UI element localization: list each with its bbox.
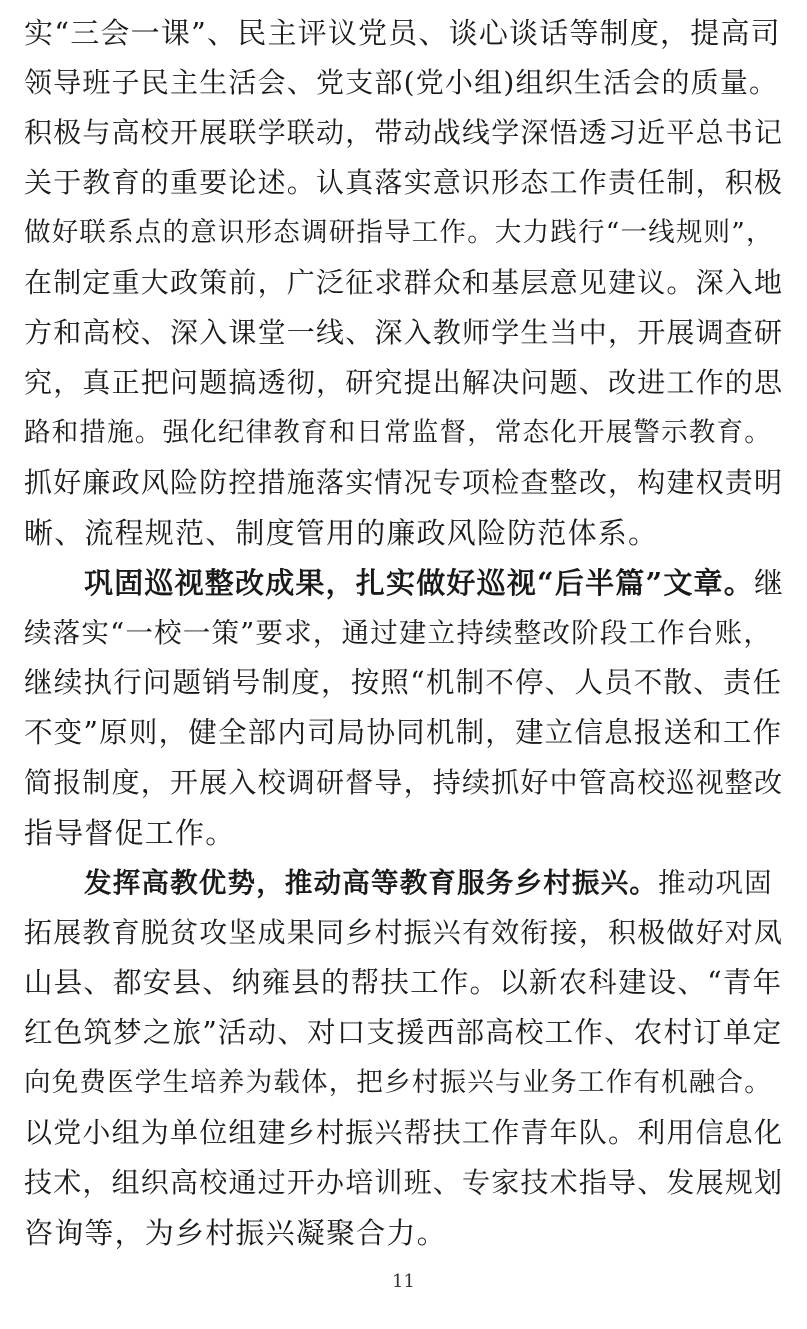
body-text-line: 在制定重大政策前，广泛征求群众和基层意见建议。深入地 [24, 266, 784, 299]
body-text-line: 抓好廉政风险防控措施落实情况专项检查整改，构建权责明 [24, 466, 784, 499]
page-number: 11 [392, 1271, 415, 1292]
body-text-line: 续落实“一校一策”要求，通过建立持续整改阶段工作台账， [24, 617, 773, 649]
body-text-line: 积极与高校开展联学联动，带动战线学深悟透习近平总书记 [24, 116, 784, 149]
paragraph-first-line [84, 556, 784, 610]
body-text: 推动巩固 [658, 867, 773, 899]
body-text-line: 不变”原则，健全部内司局协同机制，建立信息报送和工作 [24, 716, 783, 749]
body-text-line: 咨询等，为乡村振兴凝聚合力。 [24, 1216, 447, 1250]
body-text-line: 向免费医学生培养为载体，把乡村振兴与业务工作有机融合。 [24, 1067, 772, 1098]
body-text-line: 领导班子民主生活会、党支部(党小组)组织生活会的质量。 [24, 66, 779, 99]
body-text-line: 简报制度，开展入校调研督导，持续抓好中管高校巡视整改 [24, 766, 784, 799]
paragraph-heading: 发挥高教优势，推动高等教育服务乡村振兴。 [84, 867, 658, 899]
body-text-line: 山县、都安县、纳雍县的帮扶工作。以新农科建设、“青年 [24, 966, 783, 999]
paragraph-heading: 巩固巡视整改成果，扎实做好巡视“后半篇”文章。 [84, 566, 754, 600]
paragraph-first-line [84, 856, 784, 910]
body-text: 继 [753, 566, 785, 600]
body-text-line: 实“三会一课”、民主评议党员、谈心谈话等制度，提高司 [24, 16, 781, 50]
body-text-line: 晰、流程规范、制度管用的廉政风险防范体系。 [24, 516, 659, 550]
body-text-line: 方和高校、深入课堂一线、深入教师学生当中，开展调查研 [24, 316, 784, 349]
body-text-line: 技术，组织高校通过开办培训班、专家技术指导、发展规划 [24, 1166, 784, 1199]
body-text-line: 以党小组为单位组建乡村振兴帮扶工作青年队。利用信息化 [24, 1116, 784, 1149]
body-text-line: 红色筑梦之旅”活动、对口支援西部高校工作、农村订单定 [24, 1016, 783, 1049]
body-text-line: 究，真正把问题搞透彻，研究提出解决问题、改进工作的思 [24, 366, 784, 399]
body-text-line: 拓展教育脱贫攻坚成果同乡村振兴有效衔接，积极做好对凤 [24, 916, 784, 949]
body-text-line: 关于教育的重要论述。认真落实意识形态工作责任制，积极 [24, 166, 784, 199]
body-text-line: 做好联系点的意识形态调研指导工作。大力践行“一线规则”， [24, 217, 774, 248]
body-text-line: 指导督促工作。 [24, 816, 236, 850]
body-text-line: 路和措施。强化纪律教育和日常监督，常态化开展警示教育。 [24, 417, 772, 448]
body-text-line: 继续执行问题销号制度，按照“机制不停、人员不散、责任 [24, 666, 783, 699]
